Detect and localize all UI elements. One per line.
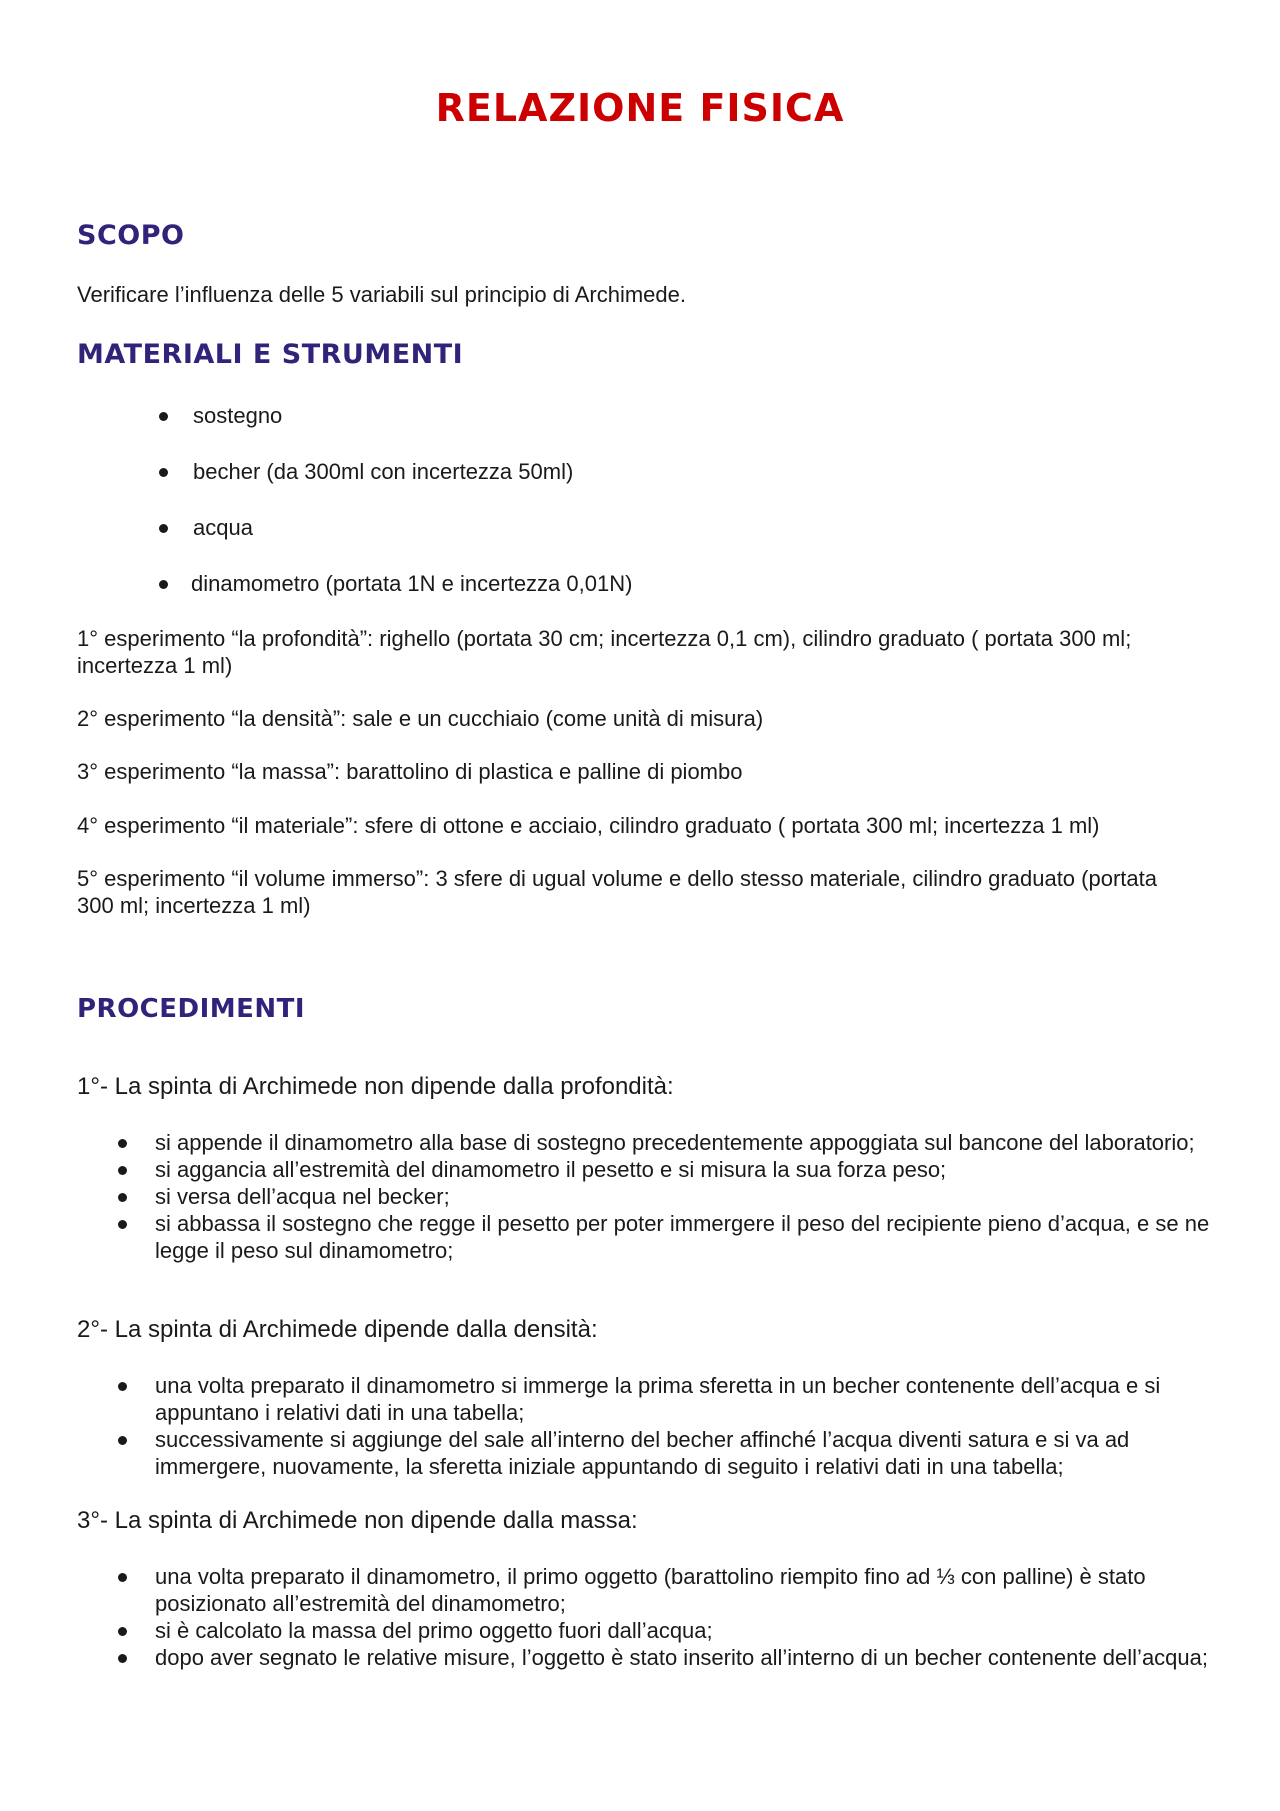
experiment-5-materials: 5° esperimento “il volume immerso”: 3 sfere di ugual volume e dello stesso materiale, cilindro graduato (portata 300 ml; incertezza 1 ml) (77, 866, 1157, 918)
scopo-text: Verificare l’influenza delle 5 variabili sul principio di Archimede. (77, 282, 686, 307)
list-item: si appende il dinamometro alla base di sostegno precedentemente appoggiata sul bancone del laboratorio; (155, 1129, 1215, 1156)
list-item: si aggancia all’estremità del dinamometro il pesetto e si misura la sua forza peso; (155, 1156, 1215, 1183)
list-item: dopo aver segnato le relative misure, l’oggetto è stato inserito all’interno di un becher contenente dell’acqua; (155, 1644, 1215, 1671)
list-item: dinamometro (portata 1N e incertezza 0,01N) (191, 571, 632, 597)
list-item: si versa dell’acqua nel becker; (155, 1183, 1215, 1210)
bullet-icon (118, 1139, 127, 1148)
bullet-icon (118, 1436, 127, 1445)
procedimenti-heading: PROCEDIMENTI (77, 994, 306, 1024)
bullet-icon (118, 1627, 127, 1636)
procedure-3-title: 3°- La spinta di Archimede non dipende dalla massa: (77, 1507, 638, 1534)
experiment-4-materials: 4° esperimento “il materiale”: sfere di ottone e acciaio, cilindro graduato ( portata 300 ml; incertezza 1 ml) (77, 813, 1100, 838)
list-item: si abbassa il sostegno che regge il pesetto per poter immergere il peso del recipiente pieno d’acqua, e se ne legge il peso sul dinamometro; (155, 1210, 1215, 1264)
list-item: una volta preparato il dinamometro, il primo oggetto (barattolino riempito fino ad ⅓ con palline) è stato posizionato all’estremità del dinamometro; (155, 1563, 1215, 1617)
list-item: acqua (193, 515, 253, 541)
bullet-icon (159, 412, 168, 421)
bullet-icon (159, 524, 168, 533)
procedure-1-steps (155, 1129, 1215, 1264)
bullet-icon (159, 580, 168, 589)
materiali-heading: MATERIALI E STRUMENTI (77, 339, 464, 370)
procedure-1-title: 1°- La spinta di Archimede non dipende dalla profondità: (77, 1073, 674, 1100)
scopo-heading: SCOPO (77, 220, 185, 251)
list-item: successivamente si aggiunge del sale all’interno del becher affinché l’acqua diventi satura e si va ad immergere, nuovamente, la sferetta iniziale appuntando di seguito i relativi dati in una tabella; (155, 1426, 1215, 1480)
experiment-1-materials: 1° esperimento “la profondità”: righello (portata 30 cm; incertezza 0,1 cm), cilindro graduato ( portata 300 ml; incertezza 1 ml) (77, 626, 1132, 678)
list-item: becher (da 300ml con incertezza 50ml) (193, 459, 573, 485)
bullet-icon (159, 468, 168, 477)
list-item: si è calcolato la massa del primo oggetto fuori dall’acqua; (155, 1617, 1215, 1644)
procedure-3-steps (155, 1563, 1215, 1671)
experiment-3-materials: 3° esperimento “la massa”: barattolino di plastica e palline di piombo (77, 759, 743, 784)
bullet-icon (118, 1654, 127, 1663)
document-title: RELAZIONE FISICA (435, 86, 845, 130)
procedure-2-title: 2°- La spinta di Archimede dipende dalla densità: (77, 1316, 598, 1343)
bullet-icon (118, 1573, 127, 1582)
procedure-2-steps (155, 1372, 1215, 1480)
bullet-icon (118, 1382, 127, 1391)
bullet-icon (118, 1166, 127, 1175)
list-item: una volta preparato il dinamometro si immerge la prima sferetta in un becher contenente dell’acqua e si appuntano i relativi dati in una tabella; (155, 1372, 1215, 1426)
bullet-icon (118, 1220, 127, 1229)
experiment-2-materials: 2° esperimento “la densità”: sale e un cucchiaio (come unità di misura) (77, 706, 764, 731)
bullet-icon (118, 1193, 127, 1202)
list-item: sostegno (193, 403, 282, 429)
